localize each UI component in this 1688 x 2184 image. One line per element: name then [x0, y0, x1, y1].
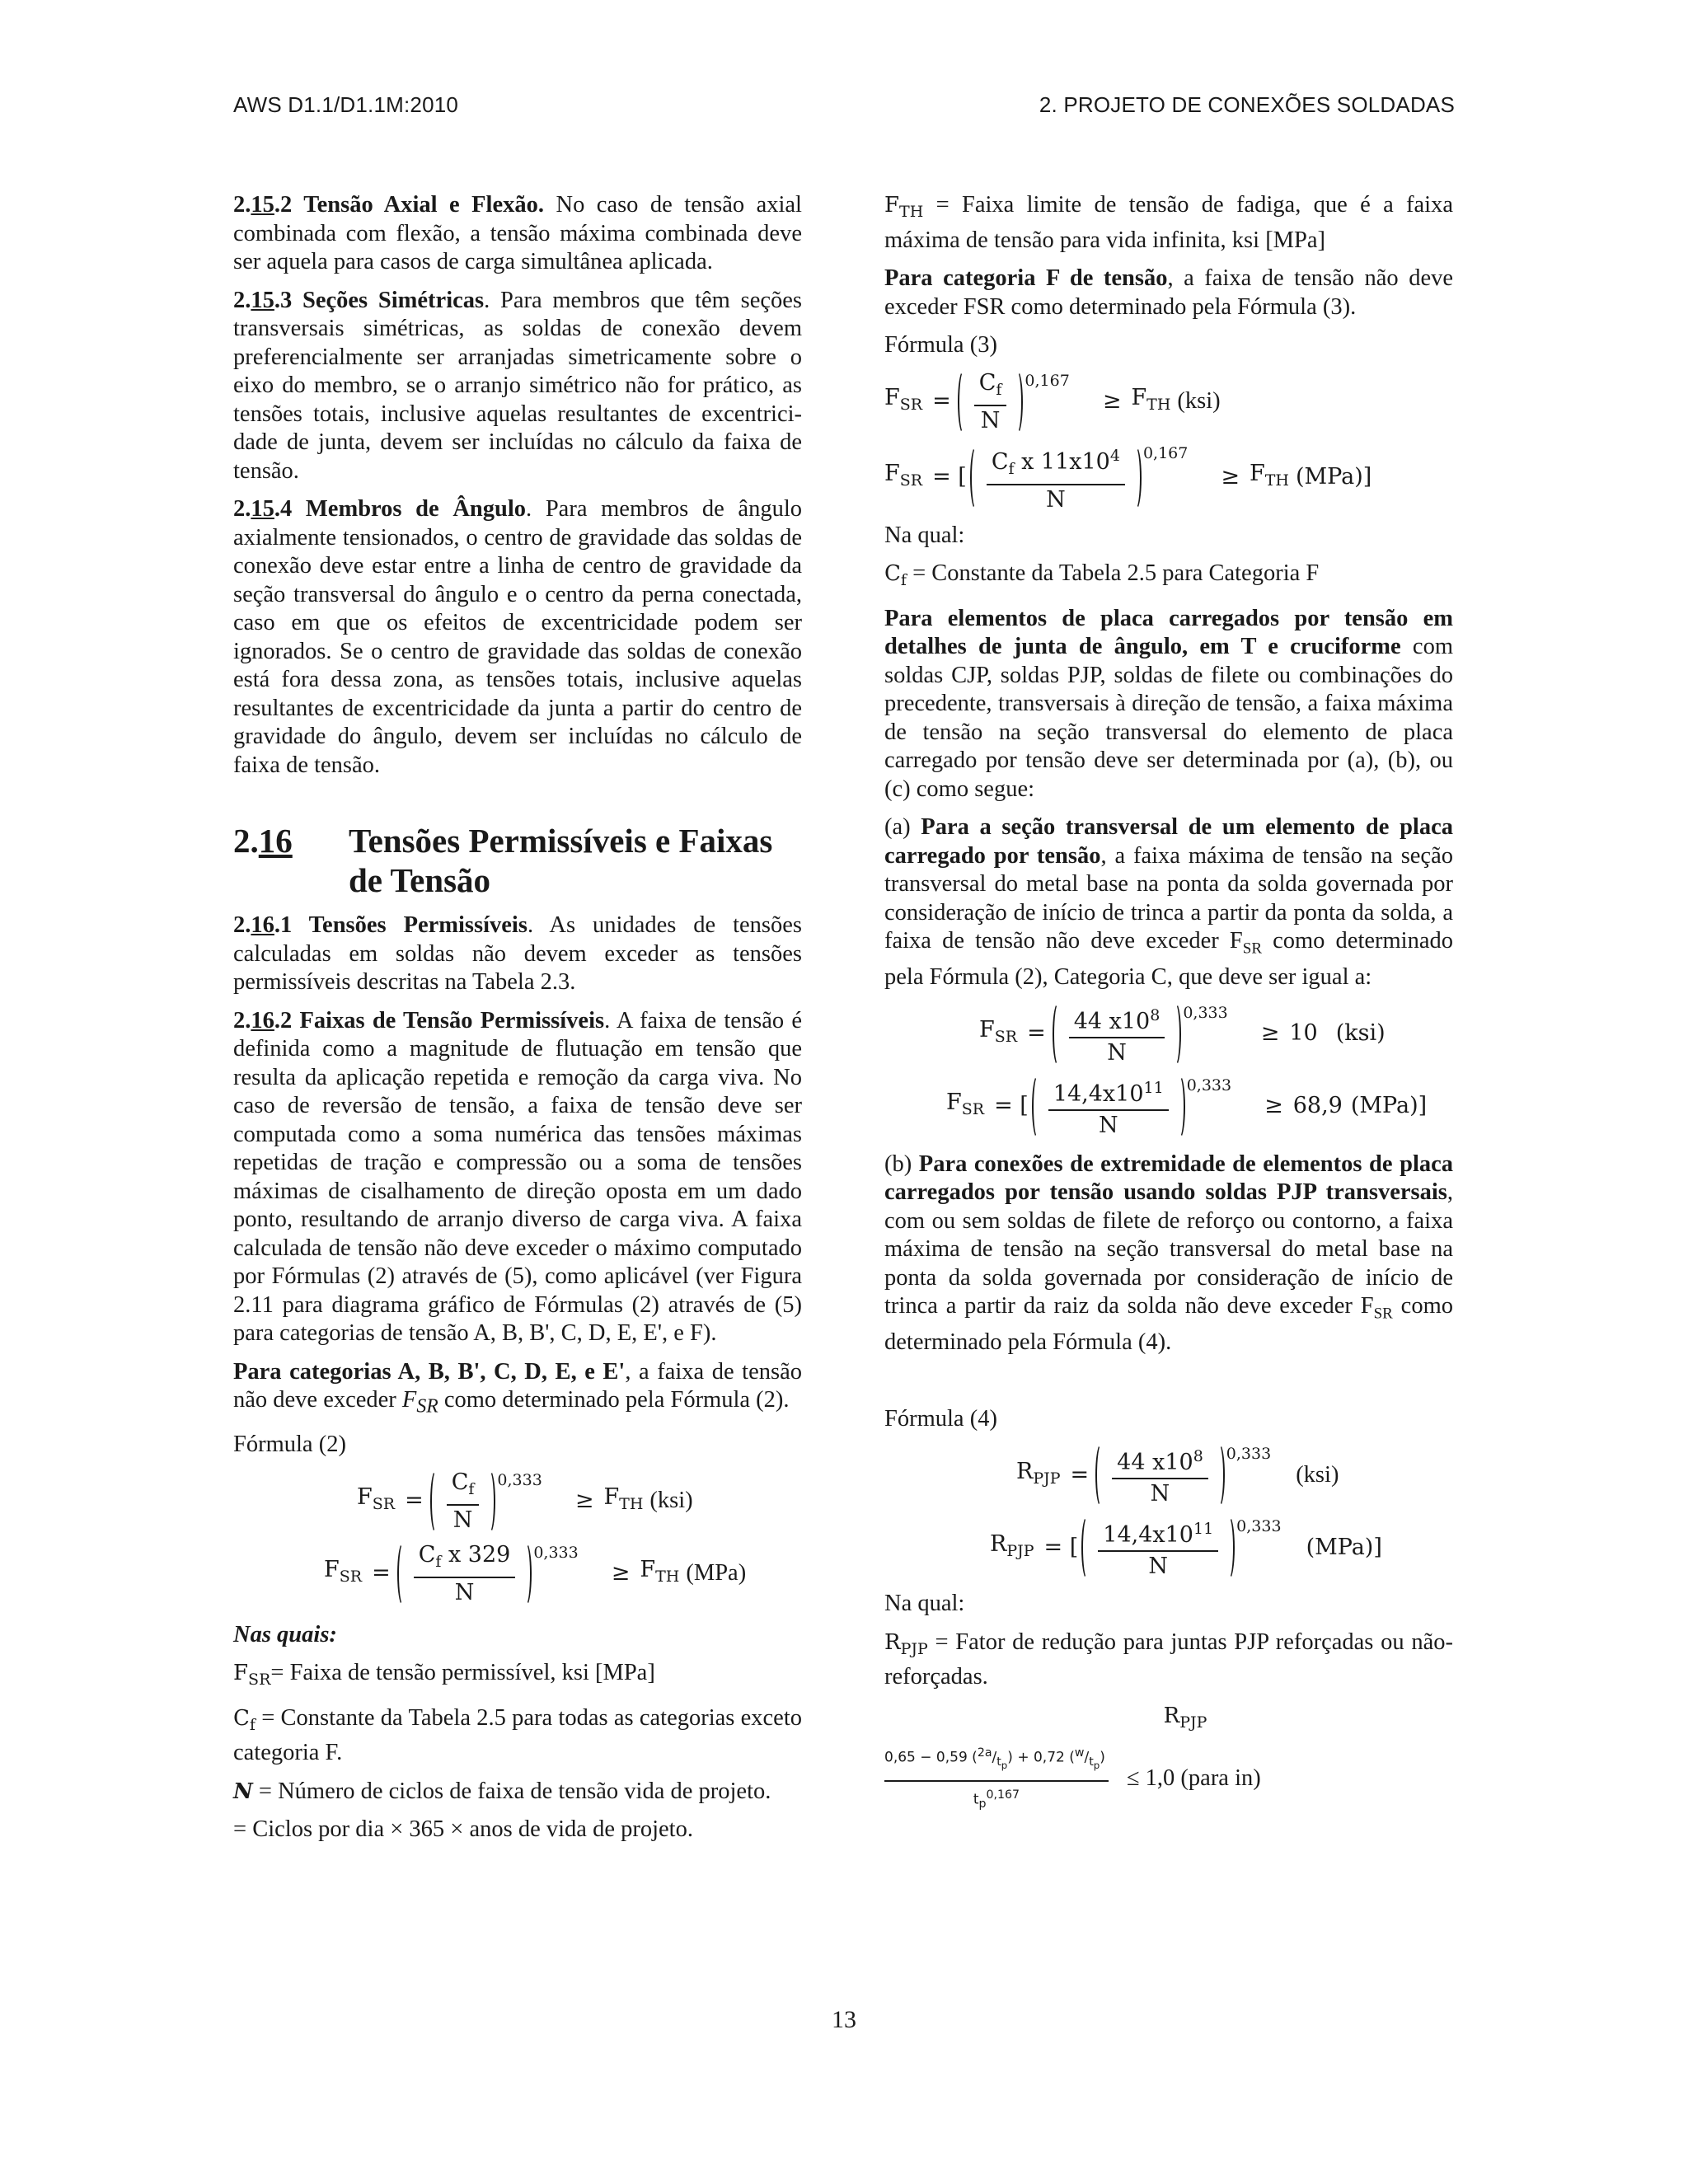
section-2-15-4: 2.15.4 Membros de Ângulo. Para membros de ângulo axialmente tensionados, o centro de gravidade das soldas de conexão deve estar entre a linha de centro de gravidade da seção transversal do ângulo e o centro da perna conectada, caso em que os efeitos de excentricidade podem ser ignorados. Se o centro de gravidade das soldas de conexão está fora dessa zona, as tensões totais, inclusive aquelas resultantes de excentricidade da junta a partir do centro de gravidade do ângulo, devem ser incluídas no cálculo de faixa de tensão. [233, 496, 802, 778]
definition-fsr: $F_{SR}=$ Faixa de tensão permissível, ksi [MPa] [233, 1660, 655, 1690]
formula-a-mpa: $F_{SR}$ = [ $\frac{14,4x10^{11}}{N}$ 0,333 ≥ 68,9 (MPa)] [946, 1076, 1428, 1138]
categories-paragraph: Para categorias A, B, B', C, D, E, e E', a faixa de tensão não deve exceder $F_{SR}$ como determinado pela Fórmula (2). [233, 1358, 802, 1418]
right-column [884, 191, 1453, 1816]
section-heading-2-16: 2.16 Tensões Permissíveis e Faixas de Tensão [233, 821, 802, 900]
definition-fth: $F_{TH}$ = Faixa limite de tensão de fadiga, que é a faixa máxima de tensão para vida infinita, ksi [MPa] [884, 192, 1453, 253]
running-header-right: 2. PROJETO DE CONEXÕES SOLDADAS [1039, 92, 1455, 117]
item-a-paragraph: (a) Para a seção transversal de um elemento de placa carregado por tensão, a faixa máxima de tensão na seção transversal do metal base na ponta da solda governada por consideração de início de trinca a partir da ponta da solda, a faixa de tensão não deve exceder $F_{SR}$ como determinado pela Fórmula (2), Categoria C, que deve ser igual a: [884, 814, 1453, 991]
formula-4-mpa: $R_{PJP}$ = [ $\frac{14,4x10^{11}}{N}$ 0,333 (MPa)] [990, 1517, 1382, 1580]
formula-4-label: Fórmula (4) [884, 1405, 997, 1432]
definition-cf-category-f: $C_f$ = Constante da Tabela 2.5 para Categoria F [884, 560, 1320, 589]
formula-2-mpa: $F_{SR}$ = $\frac{C_f x 329}{N}$ 0,333 ≥ $F_{TH}$ (MPa) [324, 1541, 747, 1605]
formula-2-label: Fórmula (2) [233, 1432, 346, 1458]
running-header-left: AWS D1.1/D1.1M:2010 [233, 92, 459, 117]
plate-elements-paragraph: Para elementos de placa carregados por tensão em detalhes de junta de ângulo, em T e cruciforme com soldas CJP, soldas PJP, soldas de filete ou combinações do precedente, transversais à direção de tensão, a faixa máxima de tensão na seção transversal do elemento de placa carregado por tensão deve ser determinada por (a), (b), ou (c) como segue: [884, 605, 1453, 802]
category-f-paragraph: Para categoria F de tensão, a faixa de tensão não deve exceder FSR como determinado pela Fórmula (3). [884, 265, 1453, 320]
na-qual-label-1: Na qual: [884, 522, 965, 548]
formula-3-mpa: $F_{SR}$ = [ $\frac{C_f x 11x10^4}{N}$ 0,167 ≥ $F_{TH}$ (MPa)] [884, 443, 1372, 513]
section-2-16-2: 2.16.2 Faixas de Tensão Permissíveis. A faixa de tensão é definida como a magnitude de flutuação em tensão que resulta da aplicação repetida e remoção da carga viva. No caso de reversão de tensão, a faixa de tensão deve ser computada como a soma numérica das tensões máximas repetidas de tração e compressão ou a soma de tensões máximas de cisalhamento de direção oposta em um dado ponto, resultando de arranjo diverso de carga viva. A faixa calculada de tensão não deve exceder o máximo computado por Fórmulas (2) através de (5), como aplicável (ver Figura 2.11 para diagrama gráfico de Fórmulas (2) através de (5) para categorias de tensão A, B, B', C, D, E, E', e F). [233, 1007, 802, 1346]
rpjp-formula: $\frac{0,65 - 0,59 (^{2a}/_{t_p}) + 0,72 (^w/_{t_p})}{t_p^{0,167}}$ ≤ 1,0 (para in) [884, 1741, 1453, 1816]
formula-3-ksi: $F_{SR}$ = $\frac{C_f}{N}$ 0,167 ≥ $F_{TH}$ (ksi) [884, 369, 1221, 434]
page-number: 13 [832, 2006, 856, 2033]
definition-n: N = Número de ciclos de faixa de tensão vida de projeto. [233, 1778, 771, 1804]
nas-quais-label: Nas quais: [233, 1621, 337, 1647]
section-2-16-1: 2.16.1 Tensões Permissíveis. As unidades de tensões calculadas em soldas não devem exceder as tensões permissíveis descritas na Tabela 2.3. [233, 912, 802, 995]
section-heading-title: Tensões Permissíveis e Faixas de Tensão [349, 822, 773, 899]
formula-4-ksi: $R_{PJP}$ = $\frac{44 x10^8}{N}$ 0,333 (ksi) [1016, 1445, 1339, 1507]
definition-rpjp: $R_{PJP}$ = Fator de redução para juntas PJP reforçadas ou não-reforçadas. [884, 1629, 1453, 1690]
item-b-paragraph: (b) Para conexões de extremidade de elementos de placa carregados por tensão usando soldas PJP transversais, com ou sem soldas de filete de reforço ou contorno, a faixa máxima de tensão na seção transversal do metal base na ponta da solda governada por consideração de início de trinca a partir da raiz da solda não deve exceder $F_{SR}$ como determinado pela Fórmula (4). [884, 1151, 1454, 1356]
formula-3-label: Fórmula (3) [884, 332, 997, 358]
left-column [233, 191, 802, 1854]
formula-2-ksi: $F_{SR}$ = $\frac{C_f}{N}$ 0,333 ≥ $F_{TH}$ (ksi) [357, 1469, 693, 1533]
section-2-15-3: 2.15.3 Seções Simétricas. Para membros que têm seções transversais simétricas, as soldas de conexão devem preferencialmente ser arranjadas simetricamente sobre o eixo do membro, se o arranjo simétrico não for prático, as tensões totais, inclusive aquelas resultantes de excentrici- dade de junta, devem ser incluídas no cálculo da faixa de tensão. [233, 287, 802, 484]
na-qual-label-2: Na qual: [884, 1591, 965, 1617]
definition-cycles: = Ciclos por dia × 365 × anos de vida de projeto. [233, 1816, 693, 1843]
section-2-15-2: 2.15.2 Tensão Axial e Flexão. No caso de tensão axial combinada com flexão, a tensão máxima combinada deve ser aquela para casos de carga simultânea aplicada. [233, 192, 802, 274]
definition-cf: $C_f$ = Constante da Tabela 2.5 para todas as categorias exceto categoria F. [233, 1704, 802, 1766]
formula-a-ksi: $F_{SR}$ = $\frac{44 x10^8}{N}$ 0,333 ≥ 10 (ksi) [979, 1003, 1386, 1066]
rpjp-formula-label: $R_{PJP}$ [1163, 1703, 1207, 1732]
